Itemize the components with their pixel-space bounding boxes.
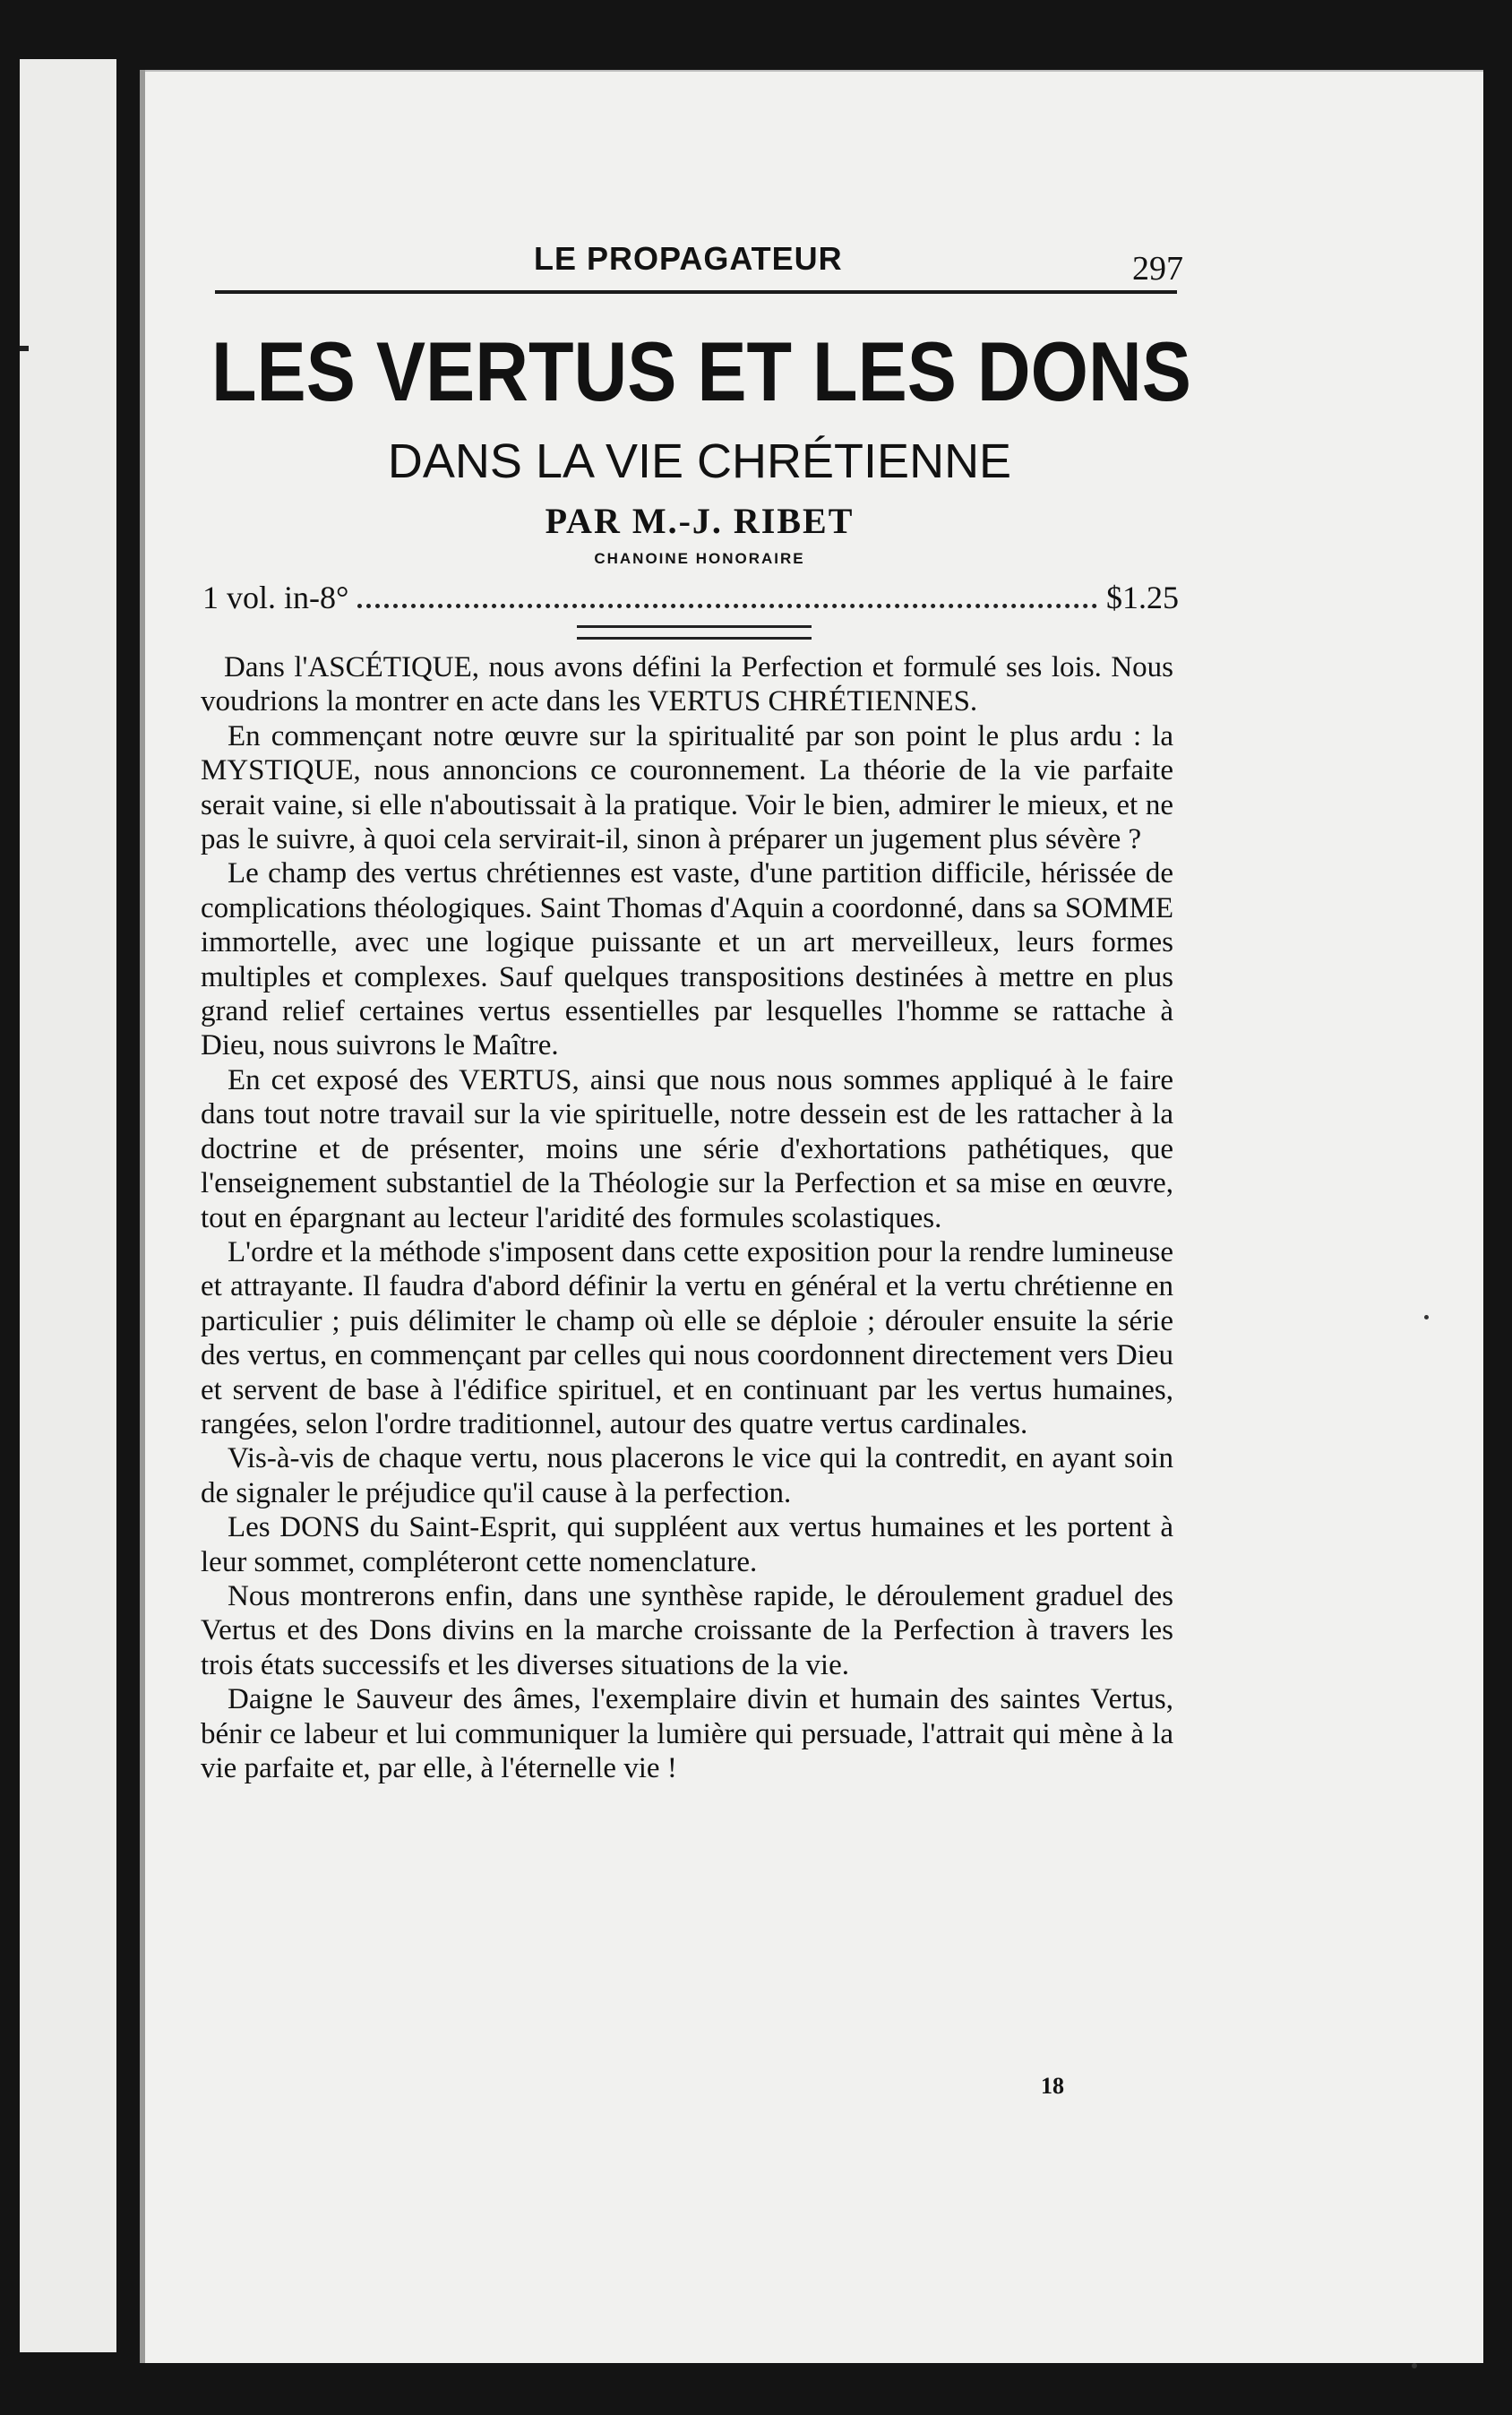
dot-leader	[357, 584, 1097, 608]
price: $1.25	[1106, 580, 1179, 615]
paragraph: Dans l'ASCÉTIQUE, nous avons défini la Perfection et formulé ses lois. Nous voudrions la montrer en acte dans les VERTUS CHRÉTIENNES.	[201, 651, 1173, 718]
signature-mark: 18	[1041, 2073, 1064, 2099]
author-line: PAR M.-J. RIBET	[545, 501, 855, 541]
paragraph: Daigne le Sauveur des âmes, l'exemplaire divin et humain des saintes Vertus, bénir ce labeur et lui communiquer la lumière qui persuade, l'attrait qui mène à la vie parfaite et, par elle, à l'éternelle vie !	[201, 1683, 1173, 1784]
page-number: 297	[1132, 250, 1183, 288]
price-line	[202, 579, 1179, 623]
book-title: LES VERTUS ET LES DONS	[211, 324, 1191, 418]
paragraph: L'ordre et la méthode s'imposent dans cette exposition pour la rendre lumineuse et attrayante. Il faudra d'abord définir la vertu en général et la vertu chrétienne en particulier ; puis délimiter le champ où elle se déploie ; dérouler ensuite la série des vertus, en commençant par celles qui nous coordonnent directement vers Dieu et servent de base à l'édifice spirituel, et en continuant par les vertus humaines, rangées, selon l'ordre traditionnel, autour des quatre vertus cardinales.	[201, 1235, 1173, 1440]
document-page	[140, 70, 1483, 2363]
paragraph: Les DONS du Saint-Esprit, qui suppléent aux vertus humaines et les portent à leur sommet, compléteront cette nomenclature.	[201, 1511, 1173, 1578]
book-subtitle: DANS LA VIE CHRÉTIENNE	[387, 434, 1012, 488]
paragraph: Vis-à-vis de chaque vertu, nous placerons le vice qui la contredit, en ayant soin de signaler le préjudice qu'il cause à la perfection.	[201, 1442, 1173, 1509]
paragraph: Nous montrerons enfin, dans une synthèse rapide, le déroulement graduel des Vertus et des Dons divins en la marche croissante de la Perfection à travers les trois états successifs et les diverses situations de la vie.	[201, 1579, 1173, 1681]
paragraph: En cet exposé des VERTUS, ainsi que nous nous sommes appliqué à le faire dans tout notre travail sur la vie spirituelle, notre dessein est de les rattacher à la doctrine et de présenter, moins une série d'exhortations pathétiques, que l'enseignement substantiel de la Théologie sur la Perfection et sa mise en œuvre, tout en épargnant au lecteur l'aridité des formules scolastiques.	[201, 1063, 1173, 1234]
running-head: LE PROPAGATEUR	[534, 240, 843, 277]
paragraph: En commençant notre œuvre sur la spiritualité par son point le plus ardu : la MYSTIQUE, nous annoncions ce couronnement. La théorie de la vie parfaite serait vaine, si elle n'aboutissait à la pratique. Voir le bien, admirer le mieux, et ne pas le suivre, à quoi cela servirait-il, sinon à préparer un jugement plus sévère ?	[201, 719, 1173, 856]
header-rule	[215, 290, 1177, 294]
author-title: CHANOINE HONORAIRE	[594, 550, 805, 567]
volume-format: 1 vol. in-8°	[202, 580, 349, 615]
scan-speck	[1412, 2363, 1417, 2368]
scan-speck	[1424, 1315, 1429, 1319]
ornamental-double-rule	[577, 625, 812, 640]
body-text	[201, 650, 1173, 1785]
paragraph: Le champ des vertus chrétiennes est vaste, d'une partition difficile, hérissée de complications théologiques. Saint Thomas d'Aquin a coordonné, dans sa SOMME immortelle, avec une logique puissante et un art merveilleux, leurs formes multiples et complexes. Sauf quelques transpositions destinées à mettre en plus grand relief certaines vertus essentielles par lesquelles l'homme se rattache à Dieu, nous suivrons le Maître.	[201, 857, 1173, 1062]
adjacent-page-edge	[20, 59, 116, 2352]
